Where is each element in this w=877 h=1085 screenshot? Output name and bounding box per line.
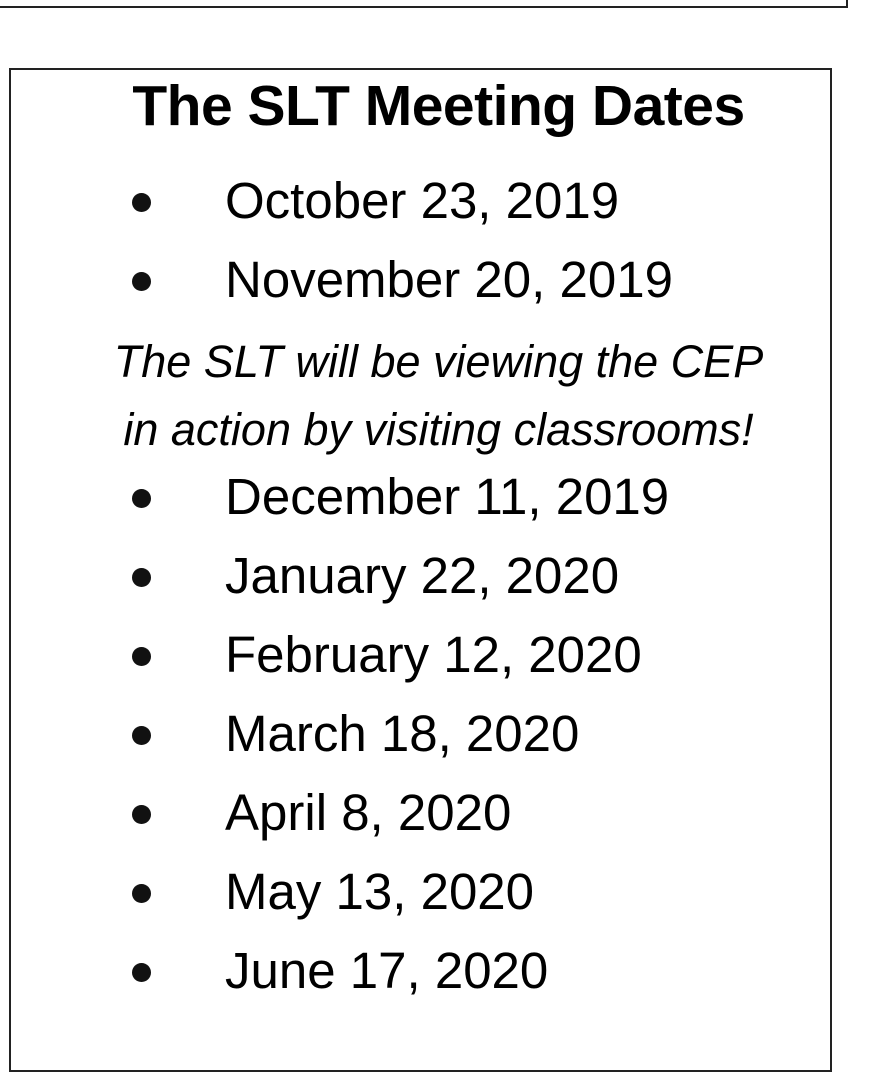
meeting-date: June 17, 2020 [225, 942, 549, 999]
previous-section-box [0, 0, 848, 8]
meeting-date: November 20, 2019 [225, 251, 673, 308]
meeting-date: May 13, 2020 [225, 863, 535, 920]
bullet-icon [132, 884, 151, 903]
list-item [0, 541, 877, 620]
bullet-icon [132, 963, 151, 982]
list-item [0, 857, 877, 936]
bullet-icon [132, 647, 151, 666]
list-item [0, 166, 877, 245]
list-item [0, 245, 877, 324]
list-item [0, 620, 877, 699]
list-item [0, 462, 877, 541]
list-item [0, 778, 877, 857]
list-item [0, 936, 877, 1015]
bullet-icon [132, 193, 151, 212]
meeting-date: January 22, 2020 [225, 547, 620, 604]
bullet-icon [132, 489, 151, 508]
bullet-icon [132, 568, 151, 587]
meeting-date: December 11, 2019 [225, 468, 670, 525]
note-line-1: The SLT will be viewing the CEP [113, 336, 764, 387]
meeting-date: February 12, 2020 [225, 626, 642, 683]
note-line-2: in action by visiting classrooms! [123, 404, 754, 455]
dates-list-spring [0, 462, 877, 1015]
bullet-icon [132, 805, 151, 824]
bullet-icon [132, 726, 151, 745]
list-item [0, 699, 877, 778]
meeting-date: April 8, 2020 [225, 784, 512, 841]
dates-list-fall [0, 166, 877, 324]
bullet-icon [132, 272, 151, 291]
meeting-date: October 23, 2019 [225, 172, 620, 229]
page-title: The SLT Meeting Dates [132, 74, 745, 138]
classroom-visit-note [0, 328, 877, 464]
meeting-date: March 18, 2020 [225, 705, 580, 762]
